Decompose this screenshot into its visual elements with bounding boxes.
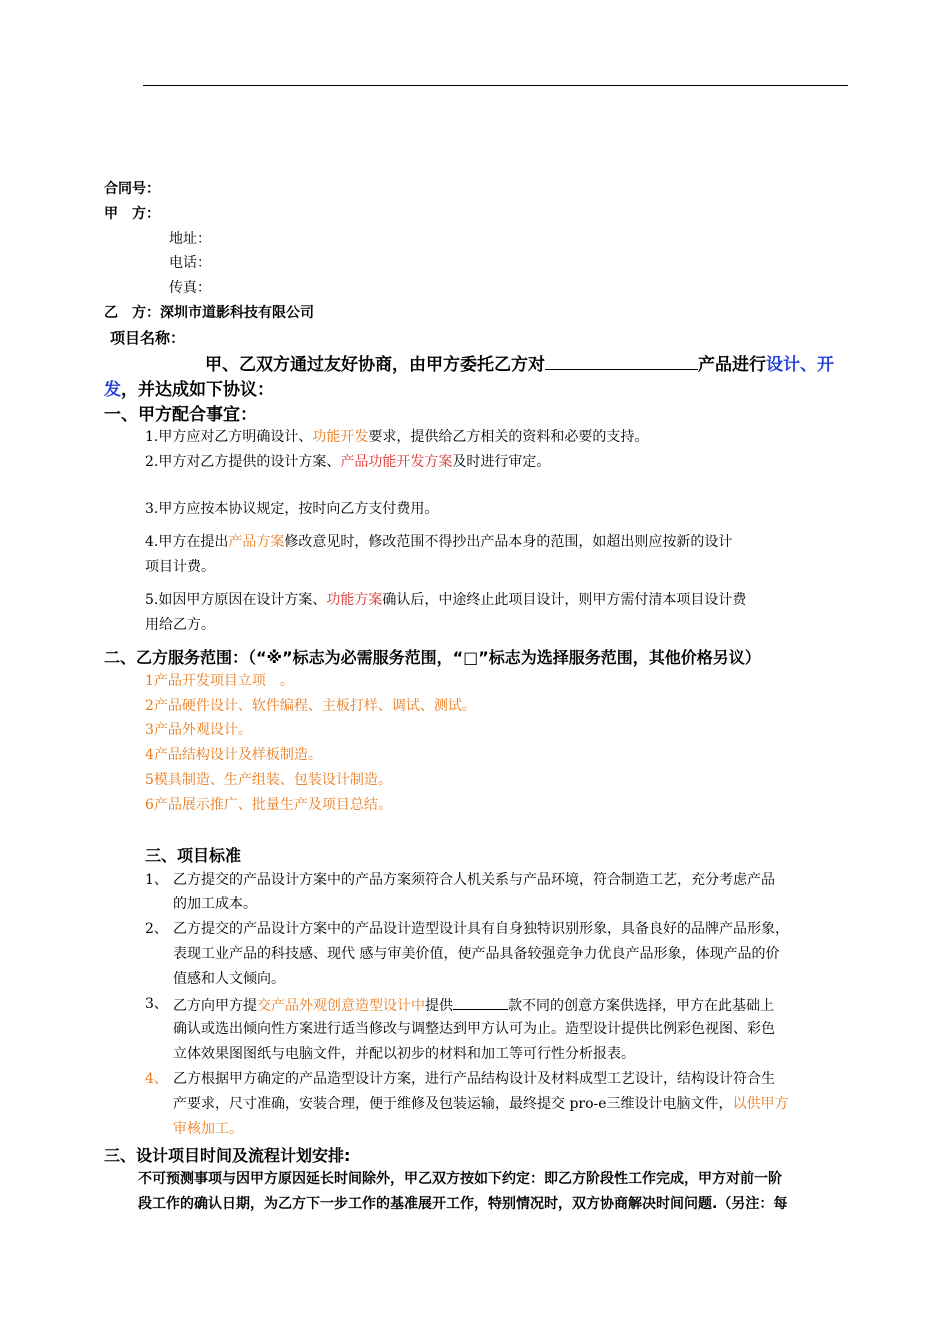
intro-text-2: 产品进行 [698,355,766,375]
section3-title: 三、项目标准 [145,846,242,865]
party-a-label: 甲 方： [104,206,160,222]
product-blank [545,353,698,370]
count-blank [453,993,508,1010]
item5-highlight: 功能方案 [326,592,383,608]
item1-highlight: 功能开发 [312,429,369,445]
standard-4-line-2 [173,1093,789,1113]
intro-text-1: 甲、乙双方通过友好协商，由甲方委托乙方对 [205,355,545,375]
phone-label: 电话： [169,255,211,271]
section1-title: 一、甲方配合事宜： [104,405,257,425]
service-item: 3产品外观设计。 [145,722,252,738]
standard-3-line-2: 确认或选出倾向性方案进行适当修改与调整达到甲方认可为止。造型设计提供比例彩色视图、彩色 [173,1021,775,1037]
service-item: 5模具制造、生产组装、包装设计制造。 [145,772,392,788]
address-label: 地址： [169,231,211,247]
fax-label: 传真： [169,280,211,296]
section1-item-4-cont: 项目计费。 [145,559,215,575]
item4-highlight: 产品方案 [228,534,285,550]
item2-highlight: 产品功能开发方案 [340,454,453,470]
header-rule [143,85,848,86]
standard-number: 1、 [145,872,168,888]
section1-item-1 [145,426,648,446]
standard-number: 2、 [145,921,168,937]
item1-text-a: 1.甲方应对乙方明确设计、 [145,429,313,445]
standard-4-highlight: 以供甲方 [732,1096,789,1112]
standard-1-line-2: 的加工成本。 [173,896,257,912]
intro-line-2 [104,375,274,400]
standard-3-text-c: 提供 [425,998,453,1014]
service-item: 2产品硬件设计、软件编程、主板打样、调试、测试。 [145,698,476,714]
standard-1-line-1: 乙方提交的产品设计方案中的产品方案须符合人机关系与产品环境，符合制造工艺，充分考虑产品 [173,872,775,888]
party-b-line: 乙 方：深圳市道影科技有限公司 [104,305,314,321]
item4-text-a: 4.甲方在提出 [145,534,229,550]
standard-2-line-3: 值感和人文倾向。 [173,971,285,987]
standard-4-line-3: 审核加工。 [173,1121,243,1137]
standard-2-line-1: 乙方提交的产品设计方案中的产品设计造型设计具有自身独特识别形象，具备良好的品牌产品形象， [173,921,789,937]
intro-text-3: ，并达成如下协议： [121,380,274,400]
item2-text-c: 及时进行审定。 [452,454,551,470]
standard-number: 4、 [145,1071,168,1087]
standard-3-line-1 [173,993,774,1015]
standard-2-line-2: 表现工业产品的科技感、现代 感与审美价值，使产品具备较强竞争力优良产品形象，体现产品的价 [173,946,780,962]
standard-4-text-a: 产要求，尺寸准确，安装合理，便于维修及包装运输，最终提交 pro-e三维设计电脑文件， [173,1096,733,1112]
item1-text-c: 要求，提供给乙方相关的资料和必要的支持。 [368,429,649,445]
schedule-line-1: 不可预测事项与因甲方原因延长时间除外，甲乙双方按如下约定：即乙方阶段性工作完成，甲方对前一阶 [138,1171,782,1187]
intro-highlight: 设计、开 [766,355,834,375]
intro-highlight-2: 发 [104,380,121,400]
section1-item-4 [145,531,732,551]
item4-text-c: 修改意见时，修改范围不得抄出产品本身的范围，如超出则应按新的设计 [284,534,733,550]
section2-title: 二、乙方服务范围：（“※”标志为必需服务范围，“□”标志为选择服务范围，其他价格另议） [104,648,761,667]
standard-3-text-a: 乙方向甲方提 [173,998,257,1014]
section1-item-5 [145,589,746,609]
intro-line-1 [205,350,834,375]
section4-title: 三、设计项目时间及流程计划安排: [104,1146,351,1165]
standard-number: 3、 [145,996,168,1012]
standard-3-highlight: 交产品外观创意造型设计中 [257,998,425,1014]
section1-item-2 [145,451,550,471]
schedule-line-2: 段工作的确认日期，为乙方下一步工作的基准展开工作，特别情况时，双方协商解决时间问题.（另注：每 [138,1196,788,1212]
standard-4-line-1: 乙方根据甲方确定的产品造型设计方案，进行产品结构设计及材料成型工艺设计，结构设计符合生 [173,1071,775,1087]
section1-item-3: 3.甲方应按本协议规定，按时向乙方支付费用。 [145,501,439,517]
service-item: 1产品开发项目立项 。 [145,673,294,689]
standard-3-text-d: 款不同的创意方案供选择，甲方在此基础上 [508,998,774,1014]
section1-item-5-cont: 用给乙方。 [145,617,215,633]
standard-3-line-3: 立体效果图图纸与电脑文件，并配以初步的材料和加工等可行性分析报表。 [173,1046,635,1062]
service-item: 6产品展示推广、批量生产及项目总结。 [145,797,392,813]
item5-text-c: 确认后，中途终止此项目设计，则甲方需付清本项目设计费 [382,592,747,608]
service-item: 4产品结构设计及样板制造。 [145,747,322,763]
contract-number-label: 合同号： [104,181,160,197]
item5-text-a: 5.如因甲方原因在设计方案、 [145,592,327,608]
item2-text-a: 2.甲方对乙方提供的设计方案、 [145,454,341,470]
project-name-label: 项目名称： [110,329,186,347]
